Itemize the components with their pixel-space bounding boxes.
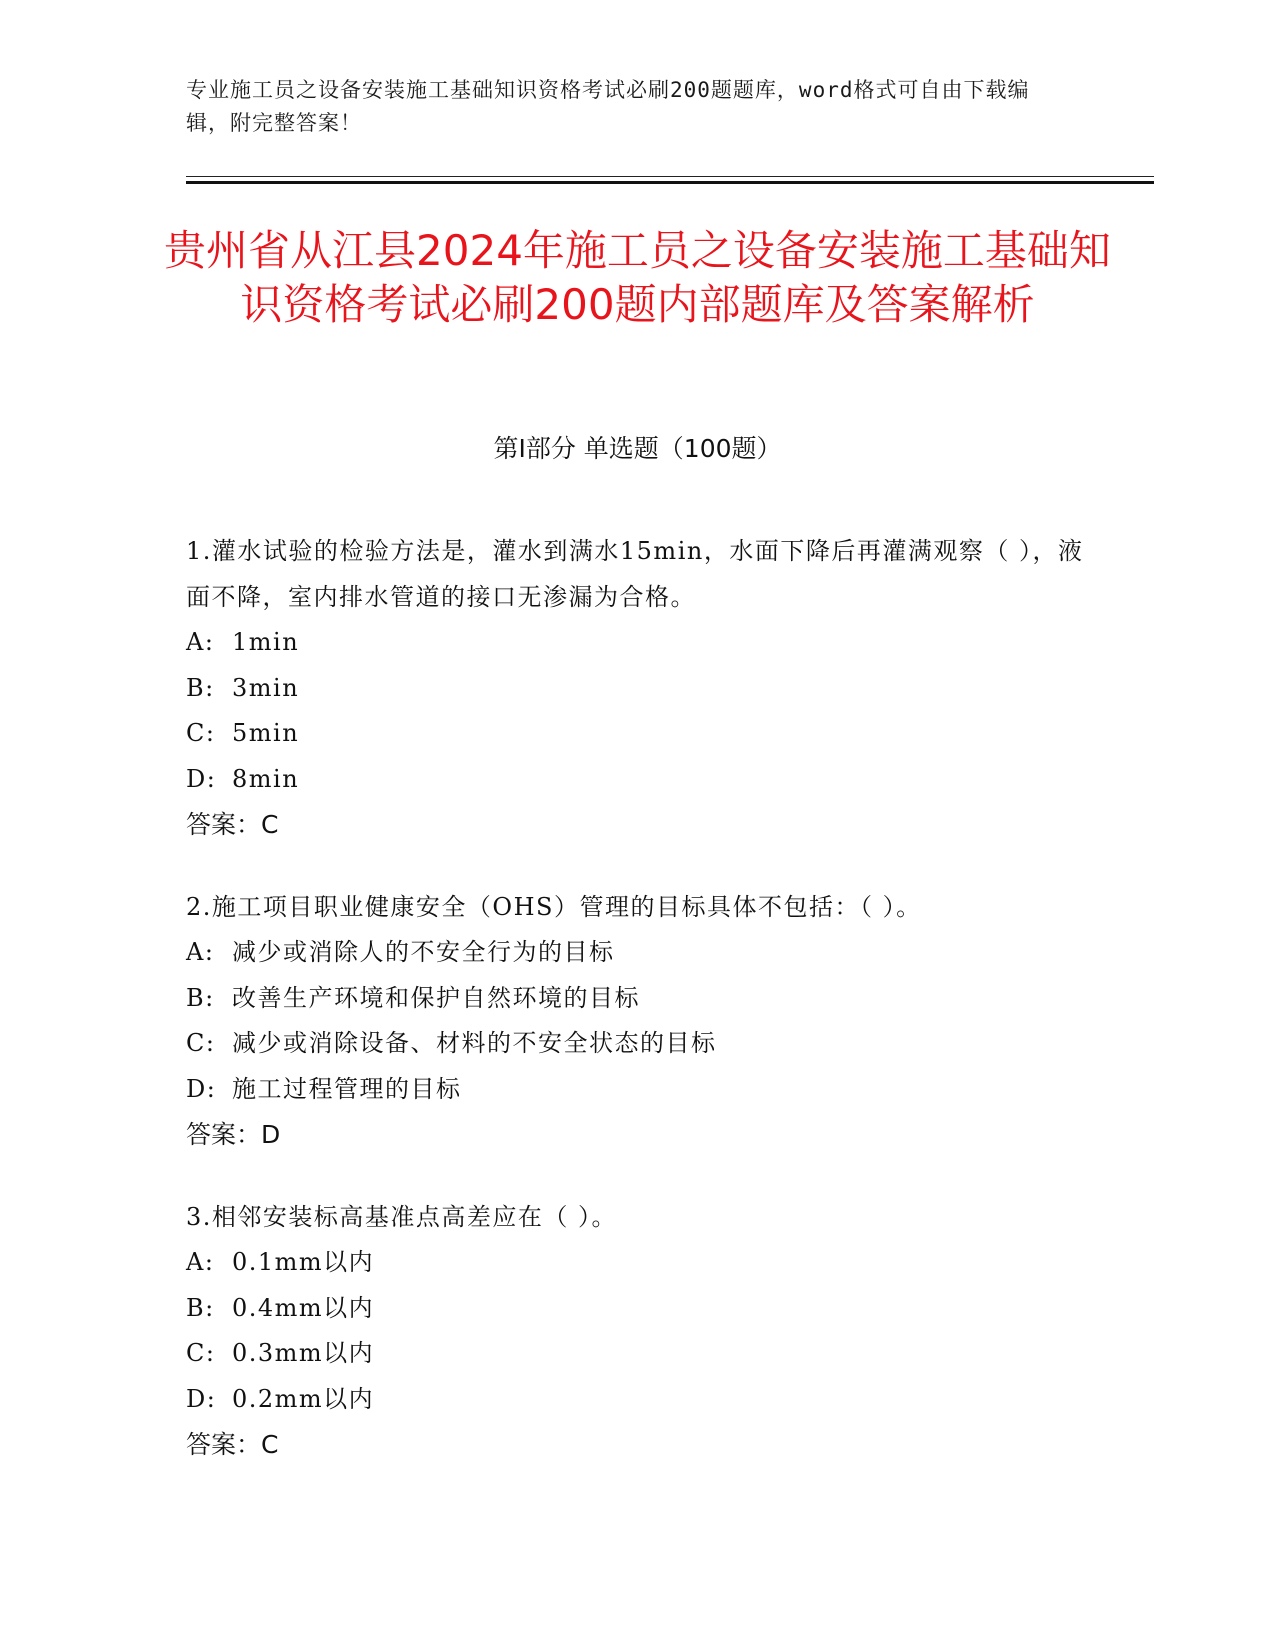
option-text: 8min xyxy=(232,764,300,793)
option-letter: B: xyxy=(186,983,215,1012)
option-text: 施工过程管理的目标 xyxy=(232,1074,462,1103)
option-d xyxy=(186,757,1086,803)
header-divider-thin xyxy=(186,176,1154,177)
option-a xyxy=(186,1240,1086,1286)
option-letter: B: xyxy=(186,673,215,702)
option-c xyxy=(186,1021,1086,1067)
option-text: 0.2mm以内 xyxy=(232,1384,375,1413)
option-text: 改善生产环境和保护自然环境的目标 xyxy=(232,983,640,1012)
option-letter: B: xyxy=(186,1293,215,1322)
option-letter: C: xyxy=(186,719,216,747)
option-b xyxy=(186,666,1086,712)
answer: 答案：C xyxy=(186,1430,279,1459)
option-letter: A: xyxy=(186,938,215,966)
option-letter: A: xyxy=(186,1248,215,1276)
question-stem: 1.灌水试验的检验方法是，灌水到满水15min，水面下降后再灌满观察（ ），液面不降，室内排水管道的接口无渗漏为合格。 xyxy=(186,537,1084,611)
option-letter: A: xyxy=(186,628,215,656)
option-text: 减少或消除设备、材料的不安全状态的目标 xyxy=(232,1029,717,1057)
answer: 答案：D xyxy=(186,1120,281,1149)
option-c xyxy=(186,1331,1086,1377)
option-text: 3min xyxy=(232,673,300,702)
option-d xyxy=(186,1067,1086,1113)
question-stem: 2.施工项目职业健康安全（OHS）管理的目标具体不包括：（ ）。 xyxy=(186,893,922,921)
option-text: 0.4mm以内 xyxy=(232,1293,375,1322)
option-letter: C: xyxy=(186,1339,216,1367)
option-c xyxy=(186,711,1086,757)
question-2 xyxy=(186,884,1086,1158)
document-title: 贵州省从江县2024年施工员之设备安装施工基础知识资格考试必刷200题内部题库及答案解析 xyxy=(164,226,1111,329)
question-stem: 3.相邻安装标高基准点高差应在（ ）。 xyxy=(186,1203,618,1231)
option-text: 0.3mm以内 xyxy=(232,1339,375,1367)
option-b xyxy=(186,976,1086,1022)
answer: 答案：C xyxy=(186,810,279,839)
option-letter: D: xyxy=(186,1384,217,1413)
option-letter: D: xyxy=(186,1074,217,1103)
option-text: 减少或消除人的不安全行为的目标 xyxy=(232,938,615,966)
option-d xyxy=(186,1377,1086,1423)
question-list xyxy=(186,528,1086,1504)
option-a xyxy=(186,620,1086,666)
option-b xyxy=(186,1286,1086,1332)
option-text: 0.1mm以内 xyxy=(232,1248,375,1276)
question-1 xyxy=(186,528,1086,848)
header-note: 专业施工员之设备安装施工基础知识资格考试必刷200题题库，word格式可自由下载编辑，附完整答案！ xyxy=(186,78,1030,135)
option-letter: C: xyxy=(186,1029,216,1057)
option-text: 5min xyxy=(232,719,300,747)
header-divider-thick xyxy=(186,181,1154,184)
option-letter: D: xyxy=(186,764,217,793)
section-title: 第Ⅰ部分 单选题（100题） xyxy=(493,434,782,463)
option-text: 1min xyxy=(232,628,300,656)
option-a xyxy=(186,930,1086,976)
question-3 xyxy=(186,1194,1086,1468)
